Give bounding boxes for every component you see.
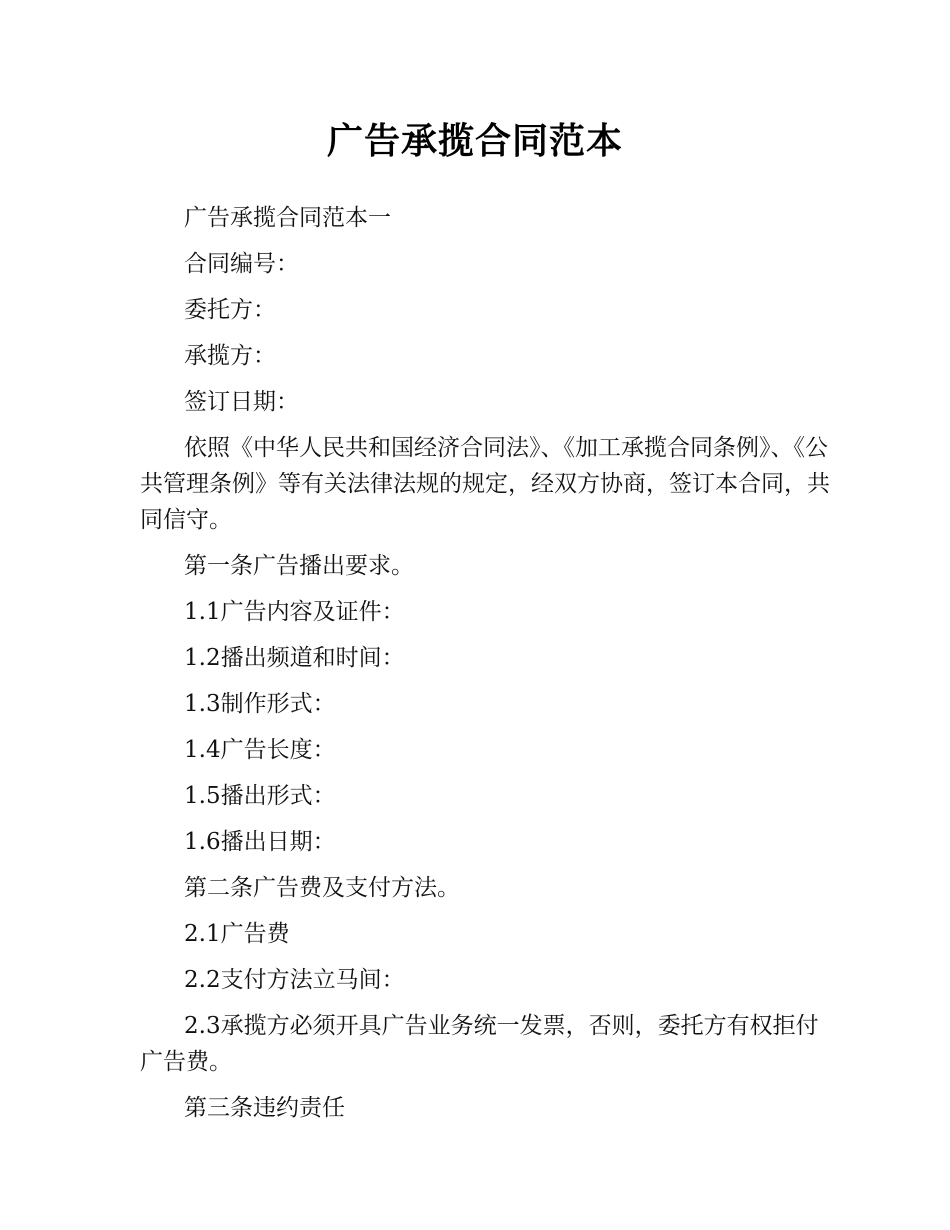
document-body	[140, 200, 830, 1136]
paragraph-article-2: 第二条广告费及支付方法。	[184, 875, 460, 901]
paragraph-1-3: 1.3制作形式：	[184, 691, 336, 717]
paragraph-2-3: 2.3承揽方必须开具广告业务统一发票，否则，委托方有权拒付广告费。	[140, 1013, 819, 1075]
paragraph-client: 委托方：	[184, 297, 276, 323]
paragraph-1-1: 1.1广告内容及证件：	[184, 599, 405, 625]
paragraph-2-1: 2.1广告费	[184, 921, 290, 947]
paragraph-heading: 广告承揽合同范本一	[184, 205, 391, 231]
paragraph-contract-number: 合同编号：	[184, 251, 299, 277]
paragraph-article-3: 第三条违约责任	[184, 1095, 345, 1121]
paragraph-preamble: 依照《中华人民共和国经济合同法》、《加工承揽合同条例》、《公共管理条例》等有关法律法规的规定，经双方协商，签订本合同，共同信守。	[140, 435, 830, 533]
paragraph-sign-date: 签订日期：	[184, 389, 299, 415]
paragraph-2-2: 2.2支付方法立马间：	[184, 967, 405, 993]
paragraph-1-5: 1.5播出形式：	[184, 783, 336, 809]
paragraph-1-4: 1.4广告长度：	[184, 737, 336, 763]
paragraph-1-6: 1.6播出日期：	[184, 829, 336, 855]
paragraph-article-1: 第一条广告播出要求。	[184, 553, 414, 579]
paragraph-1-2: 1.2播出频道和时间：	[184, 645, 405, 671]
paragraph-contractor: 承揽方：	[184, 343, 276, 369]
document-title: 广告承揽合同范本	[326, 121, 623, 162]
